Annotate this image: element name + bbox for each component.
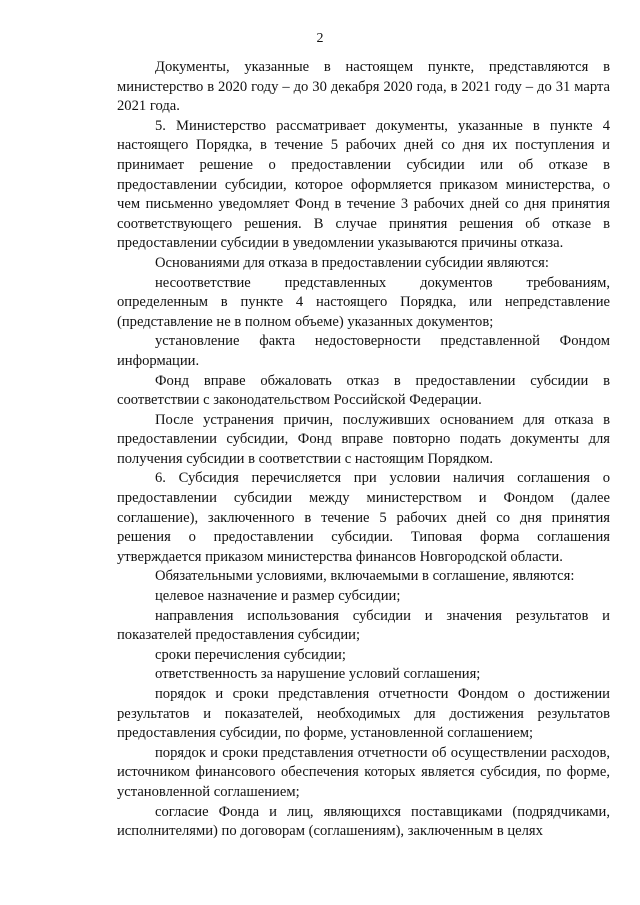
paragraph: Основаниями для отказа в предоставлении субсидии являются: — [155, 254, 549, 271]
paragraph: Обязательными условиями, включаемыми в соглашение, являются: — [155, 568, 575, 585]
paragraph: порядок и сроки представления отчетности Фондом о достижении результатов и показателей, необходимых для достижения результатов предоставления субсидии, по форме, установленной соглашением; — [117, 686, 610, 742]
paragraph: целевое назначение и размер субсидии; — [155, 588, 401, 605]
paragraph: После устранения причин, послуживших основанием для отказа в предоставлении субсидии, Фонд вправе повторно подать документы для получения субсидии в соответствии с настоящим Порядком. — [117, 411, 610, 467]
page-number: 2 — [316, 31, 324, 46]
paragraph: несоответствие представленных документов требованиям, определенным в пункте 4 настоящего Порядка, или непредставление (представление не в полном объеме) указанных документов; — [117, 274, 610, 330]
paragraph: 5. Министерство рассматривает документы, указанные в пункте 4 настоящего Порядка, в течение 5 рабочих дней со дня их поступления и принимает решение о предоставлении субсидии или об отказе в предоставлении субсидии, которое оформляется приказом министерства, о чем письменно уведомляет Фонд в течение 3 рабочих дней со дня принятия соответствующего решения. В случае принятия решения об отказе в предоставлении субсидии в уведомлении указываются причины отказа. — [117, 117, 610, 252]
document-body — [117, 58, 610, 842]
paragraph: сроки перечисления субсидии; — [155, 646, 346, 663]
paragraph: ответственность за нарушение условий соглашения; — [155, 666, 481, 683]
paragraph: установление факта недостоверности представленной Фондом информации. — [117, 333, 610, 369]
paragraph: согласие Фонда и лиц, являющихся поставщиками (подрядчиками, исполнителями) по договорам (соглашениям), заключенным в целях — [117, 803, 610, 840]
paragraph: 6. Субсидия перечисляется при условии наличия соглашения о предоставлении субсидии между министерством и Фондом (далее соглашение), заключенного в течение 5 рабочих дней со дня принятия решения о предоставлении субсидии. Типовая форма соглашения утверждается приказом министерства финансов Новгородской области. — [117, 470, 610, 565]
paragraph: Документы, указанные в настоящем пункте, представляются в министерство в 2020 году – до 30 декабря 2020 года, в 2021 году – до 31 марта 2021 года. — [117, 59, 610, 115]
paragraph: порядок и сроки представления отчетности об осуществлении расходов, источником финансового обеспечения которых является субсидия, по форме, установленной соглашением; — [117, 744, 610, 800]
paragraph: Фонд вправе обжаловать отказ в предоставлении субсидии в соответствии с законодательством Российской Федерации. — [117, 372, 610, 409]
paragraph: направления использования субсидии и значения результатов и показателей предоставления субсидии; — [117, 607, 610, 644]
